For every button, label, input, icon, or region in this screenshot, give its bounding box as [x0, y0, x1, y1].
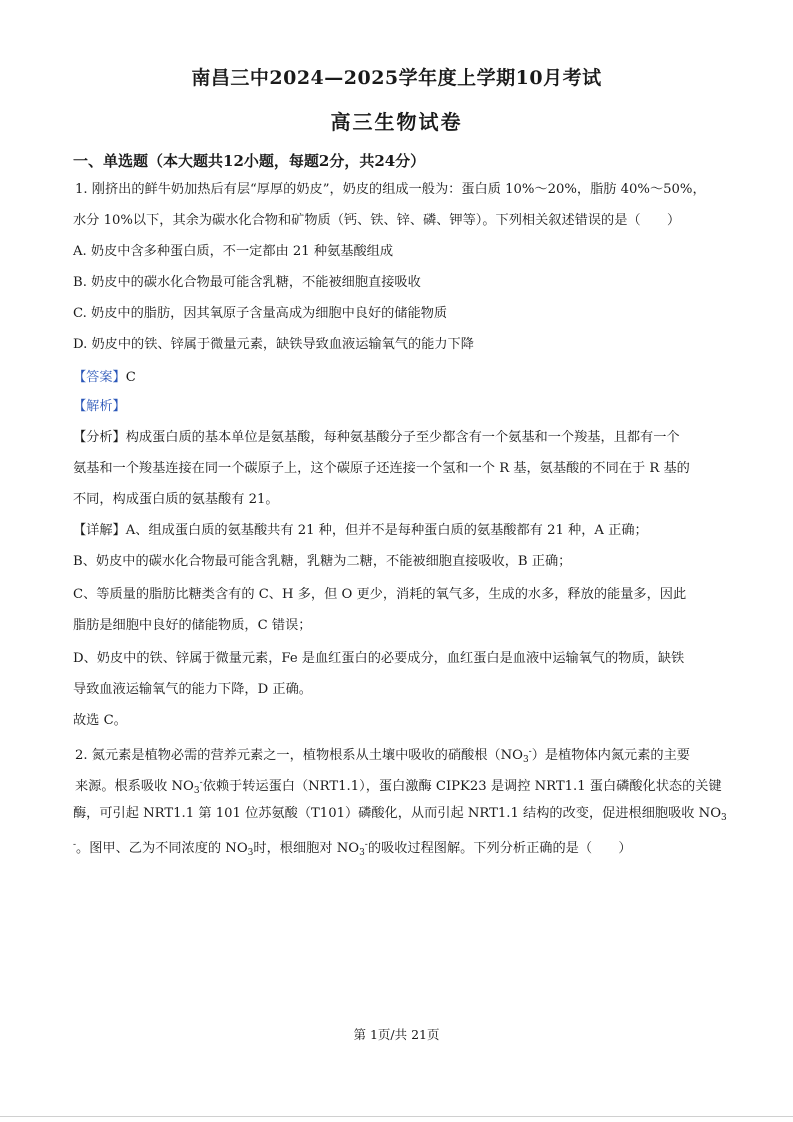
q1-option-c: C. 奶皮中的脂肪，因其氧原子含量高成为细胞中良好的储能物质	[73, 306, 448, 321]
subscript: 3	[193, 786, 200, 796]
q2-line2-text-a: 来源。根系吸收 NO	[75, 779, 194, 794]
superscript: -	[199, 778, 203, 788]
superscript: -	[73, 840, 77, 850]
q2-line1-text-b: ）是植物体内氮元素的主要	[531, 748, 690, 763]
q1-option-b: B. 奶皮中的碳水化合物最可能含乳糖，不能被细胞直接吸收	[73, 275, 421, 290]
answer-value: C	[125, 370, 136, 385]
q2-line4-text-b: 。图甲、乙为不同浓度的 NO	[76, 841, 248, 856]
q1-detail-line6: 导致血液运输氧气的能力下降，D 正确。	[73, 682, 312, 697]
q2-line3-text-a: 酶，可引起 NRT1.1 第 101 位苏氨酸（T101）磷酸化，从而引起 NRT1.1 结构的改变，促进根细胞吸收 NO	[73, 806, 722, 821]
q2-line2-text-b: 依赖于转运蛋白（NRT1.1），蛋白激酶 CIPK23 是调控 NRT1.1 蛋白磷酸化状态的关键	[202, 779, 722, 794]
q2-line4-text-d: 的吸收过程图解。下列分析正确的是（ ）	[367, 841, 632, 856]
section-heading: 一、单选题（本大题共12小题，每题2分，共24分）	[73, 152, 426, 170]
q2-line4	[73, 836, 632, 862]
q1-stem-line2: 水分 10%以下，其余为碳水化合物和矿物质（钙、铁、锌、磷、钾等）。下列相关叙述错误的是（ ）	[73, 213, 681, 228]
q2-line2	[75, 774, 722, 800]
q1-fenxi-line3: 不同，构成蛋白质的氨基酸有 21。	[73, 492, 279, 507]
fenxi-tag: 【分析】	[73, 430, 126, 445]
q1-answer	[73, 369, 136, 387]
subscript: 3	[721, 813, 727, 823]
q1-detail-line5: D、奶皮中的铁、锌属于微量元素，Fe 是血红蛋白的必要成分，血红蛋白是血液中运输氧气的物质，缺铁	[73, 651, 685, 666]
q1-option-a: A. 奶皮中含多种蛋白质，不一定都由 21 种氨基酸组成	[73, 244, 394, 259]
superscript: -	[364, 840, 368, 850]
q2-line3	[73, 805, 727, 827]
fenxi-text: 构成蛋白质的基本单位是氨基酸，每种氨基酸分子至少都含有一个氨基和一个羧基，且都有一个	[125, 430, 680, 445]
q1-detail-line3: C、等质量的脂肪比糖类含有的 C、H 多，但 O 更少，消耗的氧气多，生成的水多，释放的能量多，因此	[73, 587, 687, 602]
detail-text: A、组成蛋白质的氨基酸共有 21 种，但并不是每种蛋白质的氨基酸都有 21 种，A 正确；	[125, 523, 648, 538]
q1-detail-line1	[73, 522, 648, 540]
subscript: 3	[359, 848, 365, 858]
q1-analysis	[73, 398, 126, 416]
q1-option-d: D. 奶皮中的铁、锌属于微量元素，缺铁导致血液运输氧气的能力下降	[73, 337, 474, 352]
q1-detail-line4: 脂肪是细胞中良好的储能物质，C 错误；	[73, 618, 312, 633]
q1-conclusion: 故选 C。	[73, 713, 127, 728]
subscript: 3	[522, 755, 529, 765]
analysis-tag: 【解析】	[73, 399, 126, 414]
page-number: 第 1页/共 21页	[353, 1027, 440, 1042]
q1-fenxi-line1	[73, 429, 680, 447]
page-bottom-divider	[0, 1116, 793, 1117]
subscript: 3	[247, 848, 254, 858]
answer-tag: 【答案】	[73, 370, 126, 385]
q1-detail-line2: B、奶皮中的碳水化合物最可能含乳糖，乳糖为二糖，不能被细胞直接吸收，B 正确；	[73, 554, 572, 569]
q1-stem-line1: 1. 刚挤出的鲜牛奶加热后有层“厚厚的奶皮”，奶皮的组成一般为：蛋白质 10%～20%，脂肪 40%～50%，	[75, 182, 706, 197]
detail-tag: 【详解】	[73, 523, 126, 538]
q1-fenxi-line2: 氨基和一个羧基连接在同一个碳原子上，这个碳原子还连接一个氢和一个 R 基，氨基酸的不同在于 R 基的	[73, 461, 690, 476]
exam-title: 南昌三中2024—2025学年度上学期10月考试	[191, 67, 602, 89]
q2-line1-text-a: 2. 氮元素是植物必需的营养元素之一，植物根系从土壤中吸收的硝酸根（NO	[75, 748, 523, 763]
superscript: -	[528, 747, 532, 757]
q2-line4-text-c: 时，根细胞对 NO	[253, 841, 360, 856]
q2-line1	[75, 743, 690, 769]
exam-subtitle: 高三生物试卷	[330, 110, 463, 134]
